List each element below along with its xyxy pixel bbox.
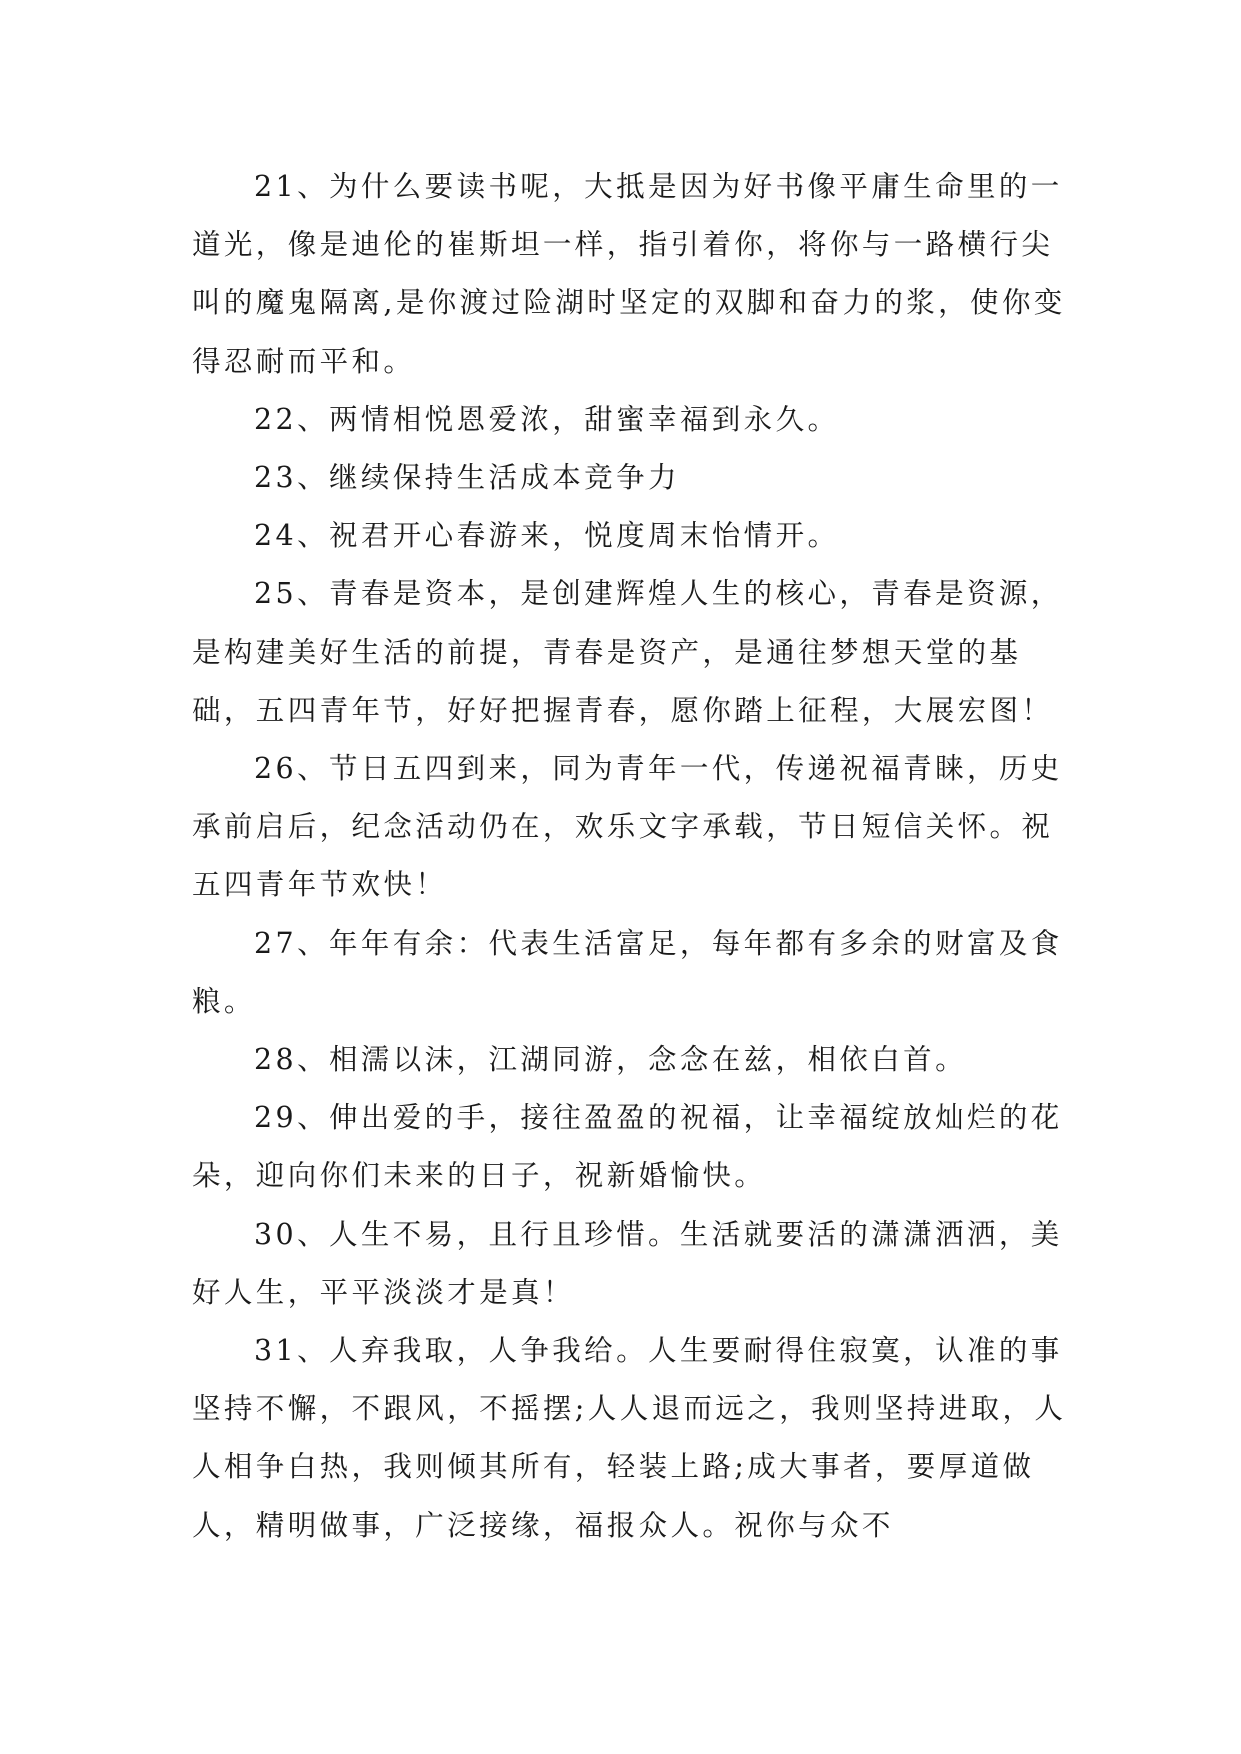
paragraph-22: 22、两情相悦恩爱浓，甜蜜幸福到永久。 — [254, 402, 840, 436]
paragraph-25: 25、青春是资本，是创建辉煌人生的核心，青春是资源，是构建美好生活的前提，青春是资产，是通往梦想天堂的基础，五四青年节，好好把握青春，愿你踏上征程，大展宏图！ — [192, 577, 1063, 727]
paragraph-30: 30、人生不易，且行且珍惜。生活就要活的潇潇洒洒，美好人生，平平淡淡才是真！ — [192, 1217, 1063, 1309]
paragraph-24: 24、祝君开心春游来，悦度周末怡情开。 — [254, 519, 840, 553]
paragraph-23: 23、继续保持生活成本竞争力 — [254, 461, 680, 495]
paragraph-27: 27、年年有余：代表生活富足，每年都有多余的财富及食粮。 — [192, 926, 1063, 1018]
paragraph-28: 28、相濡以沫，江湖同游，念念在兹，相依白首。 — [254, 1043, 967, 1077]
paragraph-31: 31、人弃我取，人争我给。人生要耐得住寂寞，认准的事坚持不懈，不跟风，不摇摆;人人退而远之，我则坚持进取，人人相争白热，我则倾其所有，轻装上路;成大事者，要厚道做人，精明做事，广泛接缘，福报众人。祝你与众不 — [192, 1334, 1067, 1542]
paragraph-21: 21、为什么要读书呢，大抵是因为好书像平庸生命里的一道光，像是迪伦的崔斯坦一样，指引着你，将你与一路横行尖叫的魔鬼隔离,是你渡过险湖时坚定的双脚和奋力的浆，使你变得忍耐而平和。 — [192, 170, 1066, 378]
document-body — [192, 158, 1082, 1555]
paragraph-29: 29、伸出爱的手，接往盈盈的祝福，让幸福绽放灿烂的花朵，迎向你们未来的日子，祝新婚愉快。 — [192, 1101, 1063, 1193]
paragraph-26: 26、节日五四到来，同为青年一代，传递祝福青睐，历史承前启后，纪念活动仍在，欢乐文字承载，节日短信关怀。祝五四青年节欢快！ — [192, 752, 1063, 902]
